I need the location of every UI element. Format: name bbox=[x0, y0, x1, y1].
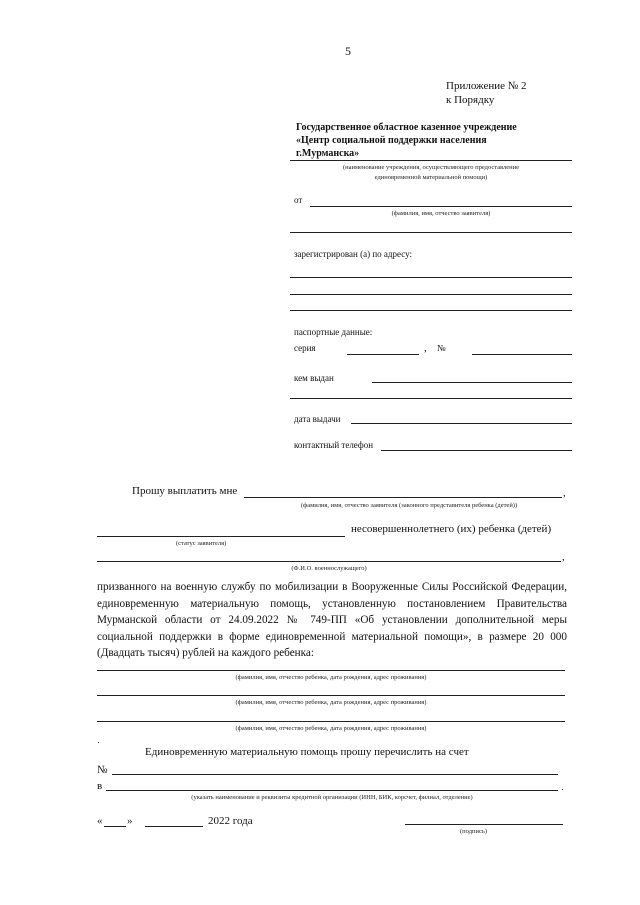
date-day-field[interactable] bbox=[104, 826, 126, 827]
series-label: серия bbox=[294, 343, 316, 353]
appendix-number: Приложение № 2 bbox=[446, 80, 527, 92]
institution-caption-line1: (наименование учреждения, осуществляющего предоставление bbox=[342, 164, 520, 171]
account-number-label: № bbox=[97, 764, 108, 776]
request-comma: , bbox=[563, 487, 566, 499]
applicant-status-field[interactable] bbox=[97, 536, 345, 537]
institution-name-line1: Государственное областное казенное учреждение bbox=[296, 122, 517, 133]
account-number-field[interactable] bbox=[112, 774, 558, 775]
passport-number-field[interactable] bbox=[472, 354, 572, 355]
child-field-1[interactable] bbox=[97, 670, 565, 671]
page-number: 5 bbox=[345, 44, 351, 58]
date-year-text: 2022 года bbox=[208, 815, 253, 827]
address-field-3[interactable] bbox=[290, 310, 572, 311]
registered-address-label: зарегистрирован (а) по адресу: bbox=[294, 249, 412, 259]
applicant-fio-caption: (фамилия, имя, отчество заявителя (законного представителя ребенка (детей)) bbox=[300, 502, 518, 509]
address-field-2[interactable] bbox=[290, 294, 572, 295]
serviceman-fio-field[interactable] bbox=[97, 561, 561, 562]
issued-by-field-continued[interactable] bbox=[290, 398, 572, 399]
serviceman-comma: , bbox=[562, 551, 565, 563]
bank-caption: (указать наименование и реквизиты кредитной организации (ИНН, БИК, корсчет, филиал, отделение) bbox=[191, 794, 473, 801]
phone-field[interactable] bbox=[381, 450, 572, 451]
bank-in-label: в bbox=[97, 780, 103, 792]
from-field-continued[interactable] bbox=[290, 232, 572, 233]
applicant-status-caption: (статус заявителя) bbox=[176, 540, 227, 547]
issued-by-label: кем выдан bbox=[294, 373, 334, 383]
child-caption-1: (фамилия, имя, отчество ребенка, дата рождения, адрес проживания) bbox=[235, 674, 427, 681]
child-field-2[interactable] bbox=[97, 695, 565, 696]
issued-by-field[interactable] bbox=[372, 382, 572, 383]
request-intro-text: Прошу выплатить мне bbox=[132, 485, 238, 497]
institution-name-line2: «Центр социальной поддержки населения bbox=[296, 135, 487, 146]
serviceman-fio-caption: (Ф.И.О. военнослужащего) bbox=[291, 565, 367, 572]
appendix-reference: к Порядку bbox=[446, 94, 495, 106]
applicant-fio-field[interactable] bbox=[244, 497, 562, 498]
address-field-1[interactable] bbox=[290, 277, 572, 278]
bank-name-field[interactable] bbox=[106, 790, 558, 791]
signature-field[interactable] bbox=[405, 824, 563, 825]
from-label: от bbox=[294, 195, 303, 205]
phone-label: контактный телефон bbox=[294, 440, 374, 450]
passport-label: паспортные данные: bbox=[294, 327, 373, 337]
child-field-3[interactable] bbox=[97, 721, 565, 722]
series-field[interactable] bbox=[347, 354, 419, 355]
child-caption-3: (фамилия, имя, отчество ребенка, дата рождения, адрес проживания) bbox=[235, 725, 427, 732]
issue-date-field[interactable] bbox=[351, 423, 572, 424]
from-caption: (фамилия, имя, отчество заявителя) bbox=[391, 210, 491, 217]
request-paragraph: призванного на военную службу по мобилизации в Вооруженные Силы Российской Федерации, единовременную материальную помощь, установленную постановлением Правительства Мурманской области от 24.09.2022 № 749-ПП «Об установлении дополнительной меры социальной поддержки в форме единовременной материальной помощи», в размере 20 000 (Двадцать тысяч) рублей на каждого ребенка: bbox=[97, 581, 567, 659]
child-caption-2: (фамилия, имя, отчество ребенка, дата рождения, адрес проживания) bbox=[235, 699, 427, 706]
institution-underline bbox=[290, 160, 572, 161]
bank-end-dot bbox=[562, 789, 563, 790]
date-quote-open: « bbox=[97, 815, 103, 827]
issue-date-label: дата выдачи bbox=[294, 414, 341, 424]
scan-mark bbox=[98, 742, 99, 743]
date-quote-close: » bbox=[127, 815, 133, 827]
minor-children-text: несовершеннолетнего (их) ребенка (детей) bbox=[351, 523, 552, 535]
institution-name-line3: г.Мурманска» bbox=[296, 148, 360, 159]
from-field[interactable] bbox=[310, 206, 572, 207]
signature-caption: (подпись) bbox=[460, 828, 487, 835]
series-comma: , bbox=[424, 342, 427, 354]
passport-number-label: № bbox=[437, 343, 446, 353]
institution-caption-line2: единовременной материальной помощи) bbox=[374, 174, 488, 181]
bank-transfer-text: Единовременную материальную помощь прошу перечислить на счет bbox=[145, 746, 469, 758]
date-month-field[interactable] bbox=[145, 826, 203, 827]
